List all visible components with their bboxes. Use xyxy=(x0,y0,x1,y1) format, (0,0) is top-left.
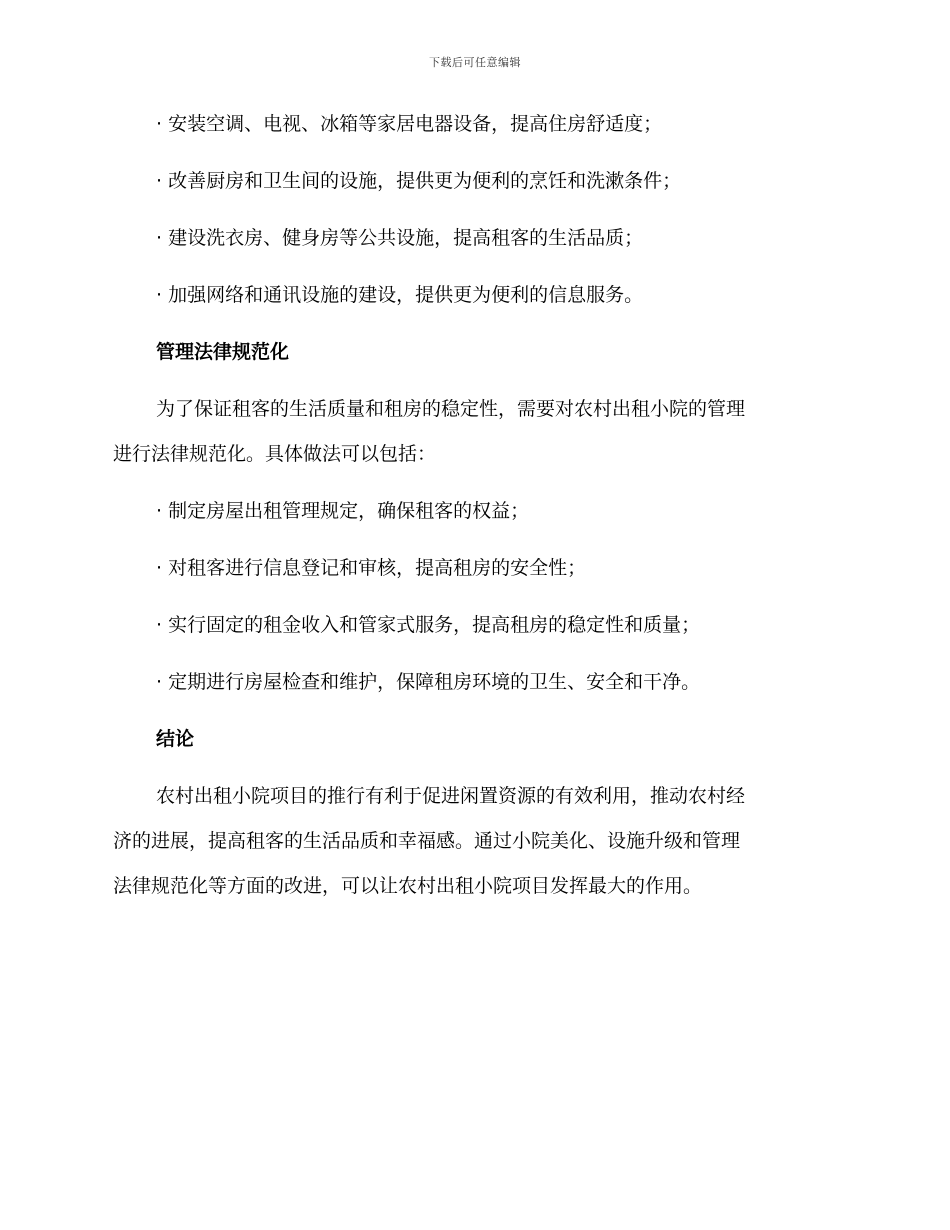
list-item: · 建设洗衣房、健身房等公共设施，提高租客的生活品质； xyxy=(156,227,644,249)
list-item: · 实行固定的租金收入和管家式服务，提高租房的稳定性和质量； xyxy=(156,614,701,636)
paragraph-line: 法律规范化等方面的改进，可以让农村出租小院项目发挥最大的作用。 xyxy=(113,875,703,897)
paragraph-line: 进行法律规范化。具体做法可以包括： xyxy=(113,443,437,465)
list-item: · 制定房屋出租管理规定，确保租客的权益； xyxy=(156,500,530,522)
list-item: · 对租客进行信息登记和审核，提高租房的安全性； xyxy=(156,557,587,579)
list-item: · 改善厨房和卫生间的设施，提供更为便利的烹饪和洗漱条件； xyxy=(156,170,682,192)
list-item: · 安装空调、电视、冰箱等家居电器设备，提高住房舒适度； xyxy=(156,113,663,135)
section-heading-management: 管理法律规范化 xyxy=(156,341,290,363)
list-item: · 定期进行房屋检查和维护，保障租房环境的卫生、安全和干净。 xyxy=(156,671,701,693)
paragraph-management-intro xyxy=(113,395,833,468)
section-heading-conclusion: 结论 xyxy=(156,728,195,750)
paragraph-line: 济的进展，提高租客的生活品质和幸福感。通过小院美化、设施升级和管理 xyxy=(113,830,741,852)
page-header-note: 下载后可任意编辑 xyxy=(429,56,521,69)
paragraph-line: 为了保证租客的生活质量和租房的稳定性，需要对农村出租小院的管理 xyxy=(156,398,746,420)
document-body xyxy=(113,110,833,929)
paragraph-conclusion xyxy=(113,782,833,900)
list-item: · 加强网络和通讯设施的建设，提供更为便利的信息服务。 xyxy=(156,284,644,306)
paragraph-line: 农村出租小院项目的推行有利于促进闲置资源的有效利用，推动农村经 xyxy=(156,785,746,807)
